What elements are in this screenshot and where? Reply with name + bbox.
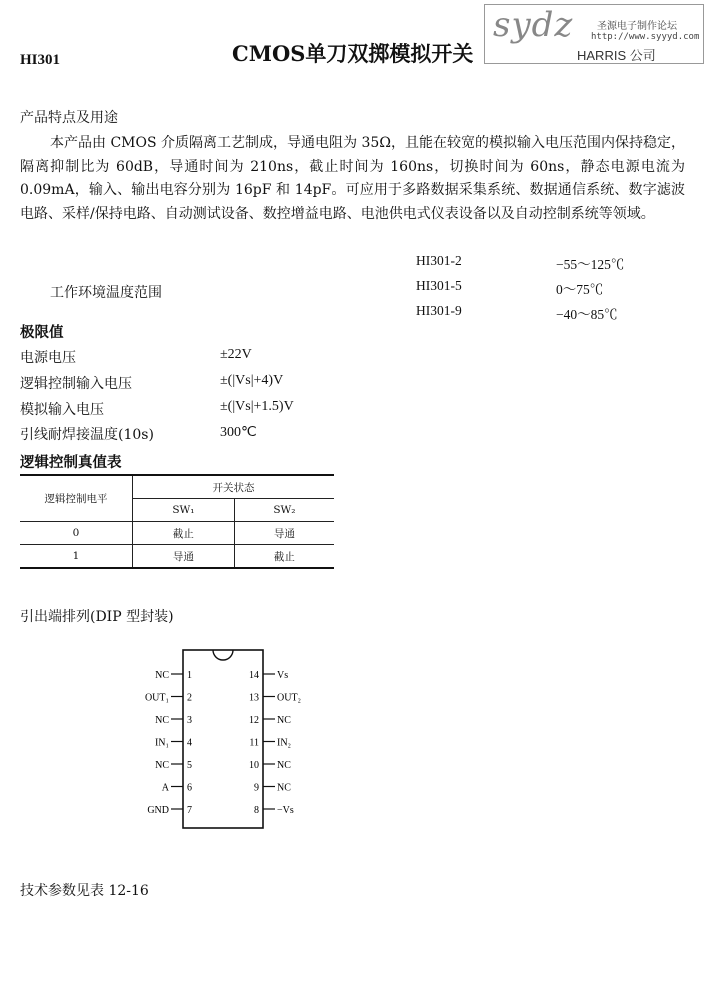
pin-name: OUT₁ [144,692,169,704]
table-cell: 0 [20,522,133,545]
pin-name: NC [277,715,291,726]
pin-name: IN₂ [277,737,292,749]
pin-number: 10 [249,760,259,771]
pin-name: NC [277,760,291,771]
limit-value: ±(|Vs|+1.5)V [220,399,294,414]
pinout-title: 引出端排列(DIP 型封装) [20,609,174,625]
limit-label: 逻辑控制输入电压 [20,376,132,392]
table-cell: 1 [20,545,133,569]
pin-name: NC [155,715,169,726]
footer-note: 技术参数见表 12-16 [20,883,149,899]
watermark-logo: sydz [493,5,574,45]
limit-value: ±(|Vs|+4)V [220,373,284,388]
pin-number: 2 [187,692,192,704]
part-number: HI301 [20,52,61,68]
pin-number: 8 [254,805,259,816]
truth-table [20,474,334,569]
limit-label: 模拟输入电压 [20,402,104,418]
pin-number: 4 [187,737,192,749]
page-title: CMOS单刀双掷模拟开关 [232,41,474,66]
pin-number: 9 [254,782,259,794]
truth-table-header-state: 开关状态 [133,475,335,499]
temperature-model: HI301-9 [416,303,462,318]
temperature-range: −55～125℃ [556,257,625,272]
pin-number: 14 [249,670,259,681]
watermark-url: http://www.syyyd.com [591,32,700,42]
pin-name: NC [277,782,291,794]
pin-name: OUT₂ [277,692,302,704]
truth-table-header-sw2: SW₂ [234,499,334,522]
table-cell: 导通 [133,545,235,569]
limit-label: 引线耐焊接温度(10s) [20,427,154,443]
table-cell: 导通 [234,522,334,545]
features-paragraph: 本产品由 CMOS 介质隔离工艺制成，导通电阻为 35Ω，且能在较宽的模拟输入电压范围内保持稳定，隔离抑制比为 60dB，导通时间为 210ns，截止时间为 160ns，切换时间为 60ns，静态电源电流为 0.09mA，输入、输出电容分别为 16pF 和 14pF。可应用于多路数据采集系统、数据通信系统、数字滤波电路、采样/保持电路、自动测试设备、数控增益电路、电池供电式仪表设备以及自动控制系统等领域。 [20,135,685,222]
pin-name: Vs [277,670,289,681]
truth-table-title: 逻辑控制真值表 [20,454,122,471]
pin1-notch-icon [213,650,233,660]
dip-package-diagram [0,640,705,840]
table-cell: 截止 [234,545,334,569]
limit-value: ±22V [220,347,252,362]
limits-heading: 极限值 [20,324,64,341]
temperature-label: 工作环境温度范围 [50,285,162,301]
limit-label: 电源电压 [20,350,76,366]
truth-table-header-level: 逻辑控制电平 [20,475,133,522]
pin-number: 5 [187,760,192,771]
truth-table-header-sw1: SW₁ [133,499,235,522]
temperature-range: −40～85℃ [556,307,618,322]
watermark-stamp [484,4,704,64]
watermark-site-name: 圣源电子制作论坛 [597,21,677,32]
pin-name: IN₁ [154,737,169,749]
pin-number: 12 [249,715,259,726]
temperature-range: 0～75℃ [556,282,604,297]
pin-number: 13 [249,692,259,704]
pin-number: 3 [187,715,192,726]
pin-number: 7 [187,805,192,816]
limit-value: 300℃ [220,425,257,440]
pin-number: 1 [187,670,192,681]
temperature-model: HI301-5 [416,278,462,293]
pin-name: NC [155,670,169,681]
pin-name: −Vs [277,805,294,816]
pin-name: A [161,782,169,794]
pin-number: 6 [187,782,192,794]
pin-name: GND [147,805,169,816]
temperature-model: HI301-2 [416,253,462,268]
pin-number: 11 [249,737,259,749]
table-cell: 截止 [133,522,235,545]
table-row [20,545,334,569]
features-heading: 产品特点及用途 [20,110,118,126]
watermark-brand: HARRIS 公司 [577,48,656,63]
table-row [20,522,334,545]
pin-name: NC [155,760,169,771]
